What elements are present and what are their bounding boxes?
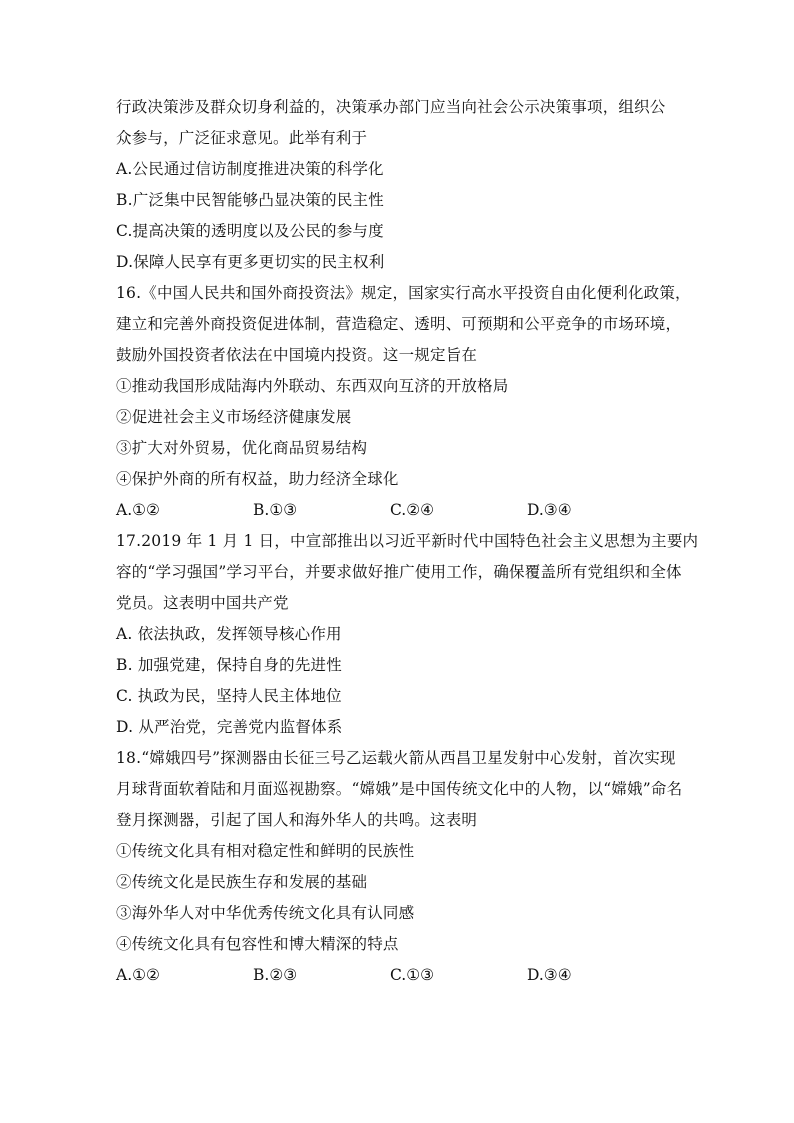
option-a: A.公民通过信访制度推进决策的科学化 xyxy=(116,160,384,178)
statement-item-4: ④保护外商的所有权益，助力经济全球化 xyxy=(116,470,399,488)
question-stem-line: 17.2019 年 1 月 1 日，中宣部推出以习近平新时代中国特色社会主义思想为主要内 xyxy=(116,532,699,550)
question-stem-line: 建立和完善外商投资促进体制，营造稳定、透明、可预期和公平竞争的市场环境， xyxy=(116,315,682,333)
option-d: D.保障人民享有更多更切实的民主权利 xyxy=(116,253,385,271)
option-b: B.广泛集中民智能够凸显决策的民主性 xyxy=(116,191,384,209)
choice-d: D.③④ xyxy=(527,501,572,519)
question-16 xyxy=(116,278,690,526)
question-stem-line: 鼓励外国投资者依法在中国境内投资。这一规定旨在 xyxy=(116,346,478,364)
option-c: C. 执政为民，坚持人民主体地位 xyxy=(116,687,342,705)
option-d: D. 从严治党，完善党内监督体系 xyxy=(116,718,343,736)
choice-a: A.①② xyxy=(116,966,160,984)
question-stem-line: 行政决策涉及群众切身利益的，决策承办部门应当向社会公示决策事项，组织公 xyxy=(116,98,666,116)
statement-item-2: ②传统文化是民族生存和发展的基础 xyxy=(116,873,368,891)
question-stem-line: 16.《中国人民共和国外商投资法》规定，国家实行高水平投资自由化便利化政策， xyxy=(116,284,691,302)
question-stem-line: 党员。这表明中国共产党 xyxy=(116,594,289,612)
option-a: A. 依法执政，发挥领导核心作用 xyxy=(116,625,342,643)
choice-b: B.①③ xyxy=(253,501,298,519)
statement-item-1: ①传统文化具有相对稳定性和鲜明的民族性 xyxy=(116,842,415,860)
statement-item-1: ①推动我国形成陆海内外联动、东西双向互济的开放格局 xyxy=(116,377,509,395)
option-c: C.提高决策的透明度以及公民的参与度 xyxy=(116,222,384,240)
answer-choices xyxy=(116,960,690,991)
question-stem-line: 容的“学习强国”学习平台，并要求做好推广使用工作，确保覆盖所有党组织和全体 xyxy=(116,563,682,581)
choice-b: B.②③ xyxy=(253,966,298,984)
question-stem-line: 众参与，广泛征求意见。此举有利于 xyxy=(116,129,368,147)
choice-c: C.①③ xyxy=(390,966,435,984)
question-15 xyxy=(116,92,690,278)
choice-a: A.①② xyxy=(116,501,160,519)
option-b: B. 加强党建，保持自身的先进性 xyxy=(116,656,342,674)
statement-item-3: ③扩大对外贸易，优化商品贸易结构 xyxy=(116,439,368,457)
question-stem-line: 18.“嫦娥四号”探测器由长征三号乙运载火箭从西昌卫星发射中心发射，首次实现 xyxy=(116,749,676,767)
answer-choices xyxy=(116,495,690,526)
question-stem-line: 月球背面软着陆和月面巡视勘察。“嫦娥”是中国传统文化中的人物，以“嫦娥”命名 xyxy=(116,780,683,798)
statement-item-2: ②促进社会主义市场经济健康发展 xyxy=(116,408,352,426)
question-18 xyxy=(116,743,690,991)
question-stem-line: 登月探测器，引起了国人和海外华人的共鸣。这表明 xyxy=(116,811,478,829)
choice-d: D.③④ xyxy=(527,966,572,984)
choice-c: C.②④ xyxy=(390,501,435,519)
statement-item-3: ③海外华人对中华优秀传统文化具有认同感 xyxy=(116,904,415,922)
statement-item-4: ④传统文化具有包容性和博大精深的特点 xyxy=(116,935,399,953)
exam-page xyxy=(116,92,699,991)
question-17 xyxy=(116,526,699,743)
